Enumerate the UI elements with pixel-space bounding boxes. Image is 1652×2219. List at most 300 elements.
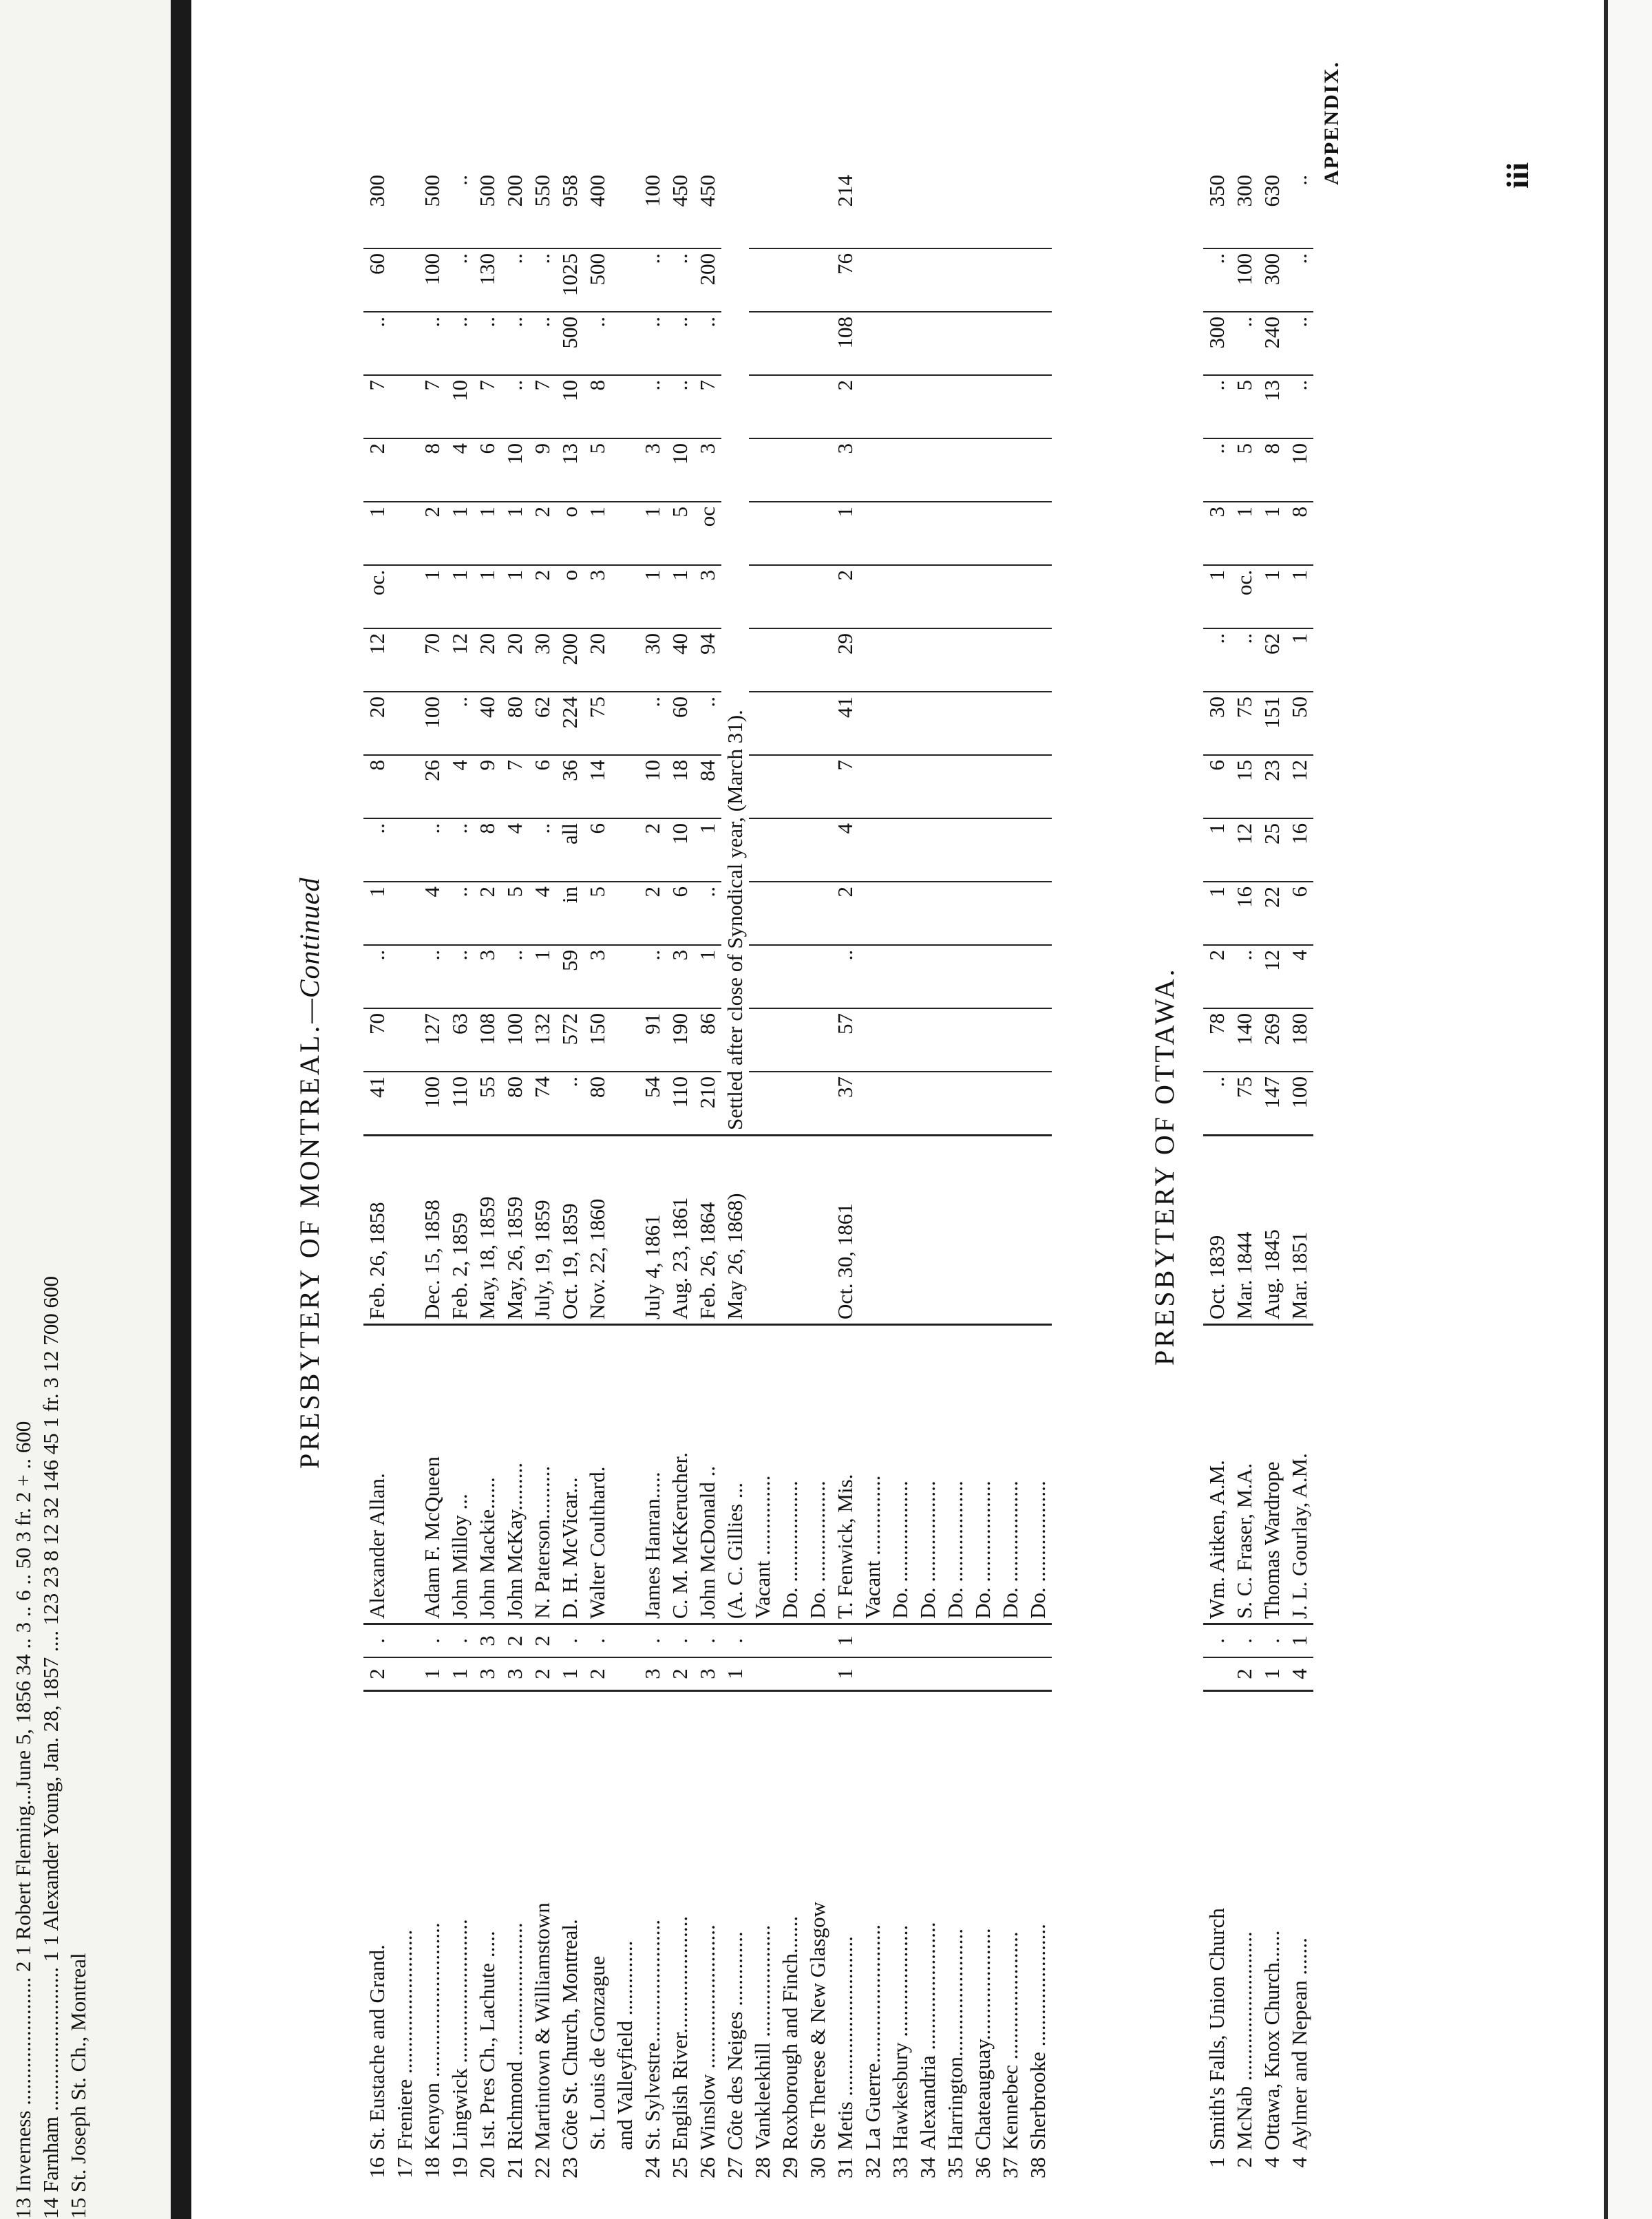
- minister-name: D. H. McVicar...: [556, 1325, 584, 1624]
- congregation-name: Harrington........................: [942, 1691, 969, 2155]
- elders-count: [859, 1624, 887, 1658]
- statistic-cell: [859, 565, 887, 628]
- statistic-cell: 59: [556, 945, 584, 1008]
- sessions-count: 2: [1231, 1657, 1258, 1691]
- statistic-cell: 5: [1231, 375, 1258, 438]
- statistic-cell: [969, 692, 997, 755]
- minister-name: C. M. McKerucher.: [666, 1325, 694, 1624]
- statistic-cell: 7: [419, 375, 446, 438]
- statistic-cell: o: [556, 565, 584, 628]
- statistic-cell: 1: [363, 882, 391, 945]
- statistic-cell: [804, 692, 832, 755]
- statistic-cell: [1024, 171, 1052, 248]
- statistic-cell: [859, 628, 887, 692]
- statistic-cell: 36: [556, 755, 584, 818]
- statistic-cell: [859, 692, 887, 755]
- sessions-count: 2: [584, 1657, 611, 1691]
- table-row: [997, 171, 1024, 2191]
- table-row: [584, 171, 611, 2191]
- congregation-name: and Valleyfield ..............: [611, 1691, 639, 2155]
- statistic-cell: [887, 945, 914, 1008]
- row-number: 2: [1232, 2157, 1256, 2168]
- statistic-cell: [914, 1008, 942, 1072]
- statistic-cell: [776, 1072, 804, 1136]
- statistic-cell: [942, 565, 969, 628]
- statistic-cell: 4: [529, 882, 556, 945]
- statistic-cell: 132: [529, 1008, 556, 1072]
- row-number: 19: [447, 2157, 472, 2178]
- minister-name: Vacant ...............: [859, 1325, 887, 1624]
- statistic-cell: 6: [474, 438, 501, 502]
- statistic-cell: [776, 375, 804, 438]
- statistic-cell: [776, 171, 804, 248]
- row-number: 22: [530, 2157, 554, 2178]
- statistic-cell: 1: [584, 502, 611, 565]
- statistic-cell: 16: [1231, 882, 1258, 945]
- statistic-cell: [391, 248, 419, 312]
- statistic-cell: 3: [584, 945, 611, 1008]
- statistic-cell: [611, 818, 639, 882]
- statistic-cell: 55: [474, 1072, 501, 1136]
- continued-label: —Continued: [294, 877, 325, 1023]
- statistic-cell: 1: [1286, 565, 1313, 628]
- statistic-cell: 7: [529, 375, 556, 438]
- statistic-cell: [942, 1008, 969, 1072]
- induction-date: [749, 1136, 776, 1325]
- statistic-cell: ..: [363, 312, 391, 375]
- statistic-cell: [611, 692, 639, 755]
- statistic-cell: [611, 628, 639, 692]
- row-number: 37: [998, 2157, 1022, 2178]
- statistic-cell: [1024, 565, 1052, 628]
- statistic-cell: 60: [666, 692, 694, 755]
- statistic-cell: ..: [1203, 248, 1231, 312]
- statistic-cell: [914, 312, 942, 375]
- congregation-name: Metis ..............................: [832, 1691, 859, 2155]
- statistic-cell: 100: [419, 1072, 446, 1136]
- congregation-name: St. Eustache and Grand.: [363, 1691, 391, 2155]
- statistic-cell: [776, 502, 804, 565]
- statistic-cell: oc: [694, 502, 721, 565]
- statistic-cell: 78: [1203, 1008, 1231, 1072]
- congregation-name: St. Sylvestre.......................: [639, 1691, 666, 2155]
- statistic-cell: 94: [694, 628, 721, 692]
- induction-date: Mar. 1844: [1231, 1136, 1258, 1325]
- statistic-cell: 130: [474, 248, 501, 312]
- statistic-cell: 30: [639, 628, 666, 692]
- induction-date: [804, 1136, 832, 1325]
- statistic-cell: [1024, 375, 1052, 438]
- statistic-cell: 2: [529, 502, 556, 565]
- statistic-cell: [887, 438, 914, 502]
- statistic-cell: 86: [694, 1008, 721, 1072]
- statistic-cell: [887, 692, 914, 755]
- statistic-cell: 5: [666, 502, 694, 565]
- statistic-cell: [859, 945, 887, 1008]
- statistic-cell: [611, 248, 639, 312]
- statistic-cell: ..: [1231, 945, 1258, 1008]
- row-number: 24: [640, 2157, 664, 2178]
- statistic-cell: [887, 818, 914, 882]
- statistic-cell: 1: [694, 818, 721, 882]
- statistic-cell: [914, 818, 942, 882]
- statistic-cell: 1: [639, 502, 666, 565]
- elders-count: [611, 1624, 639, 1658]
- congregation-name: McNab ............................: [1231, 1691, 1258, 2155]
- statistic-cell: 8: [1258, 438, 1286, 502]
- table-row: [556, 171, 584, 2191]
- statistic-cell: ..: [1203, 438, 1231, 502]
- table-row: [914, 171, 942, 2191]
- statistic-cell: ..: [419, 818, 446, 882]
- statistic-cell: [804, 438, 832, 502]
- statistic-cell: 57: [832, 1008, 859, 1072]
- running-head: APPENDIX.: [1320, 61, 1343, 185]
- induction-date: May, 18, 1859: [474, 1136, 501, 1325]
- congregation-name: Smith's Falls, Union Church: [1203, 1691, 1231, 2155]
- statistic-cell: 8: [419, 438, 446, 502]
- statistic-cell: [859, 755, 887, 818]
- statistic-cell: [942, 312, 969, 375]
- table-row: [694, 171, 721, 2191]
- statistic-cell: 10: [666, 818, 694, 882]
- statistic-cell: 108: [832, 312, 859, 375]
- induction-date: Feb. 2, 1859: [446, 1136, 474, 1325]
- elders-count: [749, 1624, 776, 1658]
- statistic-cell: 5: [501, 882, 529, 945]
- statistic-cell: ..: [1286, 375, 1313, 438]
- table-row: [887, 171, 914, 2191]
- elders-count: .: [694, 1624, 721, 1658]
- congregation-name: Alexandria ........................: [914, 1691, 942, 2155]
- statistic-cell: 550: [530, 175, 554, 207]
- statistic-cell: [749, 438, 776, 502]
- statistic-cell: 110: [446, 1072, 474, 1136]
- statistic-cell: 91: [639, 1008, 666, 1072]
- statistic-cell: 10: [1286, 438, 1313, 502]
- statistic-cell: ..: [639, 375, 666, 438]
- table-row: [639, 171, 666, 2191]
- minister-name: J. L. Gourlay, A.M.: [1286, 1325, 1313, 1624]
- statistic-cell: 127: [419, 1008, 446, 1072]
- congregation-name: Vankleekhill .....................: [749, 1691, 776, 2155]
- statistic-cell: 14: [584, 755, 611, 818]
- induction-date: May 26, 1868): [721, 1136, 749, 1325]
- statistic-cell: [1024, 882, 1052, 945]
- statistic-cell: ..: [694, 692, 721, 755]
- statistic-cell: 2: [639, 818, 666, 882]
- statistic-cell: [969, 502, 997, 565]
- page-edge: [1604, 0, 1652, 2219]
- induction-date: Dec. 15, 1858: [419, 1136, 446, 1325]
- statistic-cell: [611, 755, 639, 818]
- induction-date: [887, 1136, 914, 1325]
- statistic-cell: 70: [419, 628, 446, 692]
- statistic-cell: [942, 692, 969, 755]
- statistic-cell: [749, 945, 776, 1008]
- table-row: [1258, 171, 1286, 2191]
- statistic-cell: 2: [363, 438, 391, 502]
- statistic-cell: 12: [1231, 818, 1258, 882]
- statistic-cell: 1: [1203, 818, 1231, 882]
- statistic-cell: 10: [639, 755, 666, 818]
- statistic-cell: 30: [529, 628, 556, 692]
- table-row: [859, 171, 887, 2191]
- induction-date: Feb. 26, 1858: [363, 1136, 391, 1325]
- sessions-count: [804, 1657, 832, 1691]
- statistic-cell: 300: [1203, 312, 1231, 375]
- statistic-cell: [914, 945, 942, 1008]
- statistic-cell: 5: [1231, 438, 1258, 502]
- row-number: 20: [475, 2157, 499, 2178]
- statistic-cell: ..: [1203, 628, 1231, 692]
- induction-date: Nov. 22, 1860: [584, 1136, 611, 1325]
- statistic-cell: 400: [585, 175, 609, 207]
- statistic-cell: ..: [501, 248, 529, 312]
- statistic-cell: 10: [501, 438, 529, 502]
- statistic-cell: [969, 1072, 997, 1136]
- statistic-cell: 3: [584, 565, 611, 628]
- induction-date: Oct. 30, 1861: [832, 1136, 859, 1325]
- statistic-cell: [859, 438, 887, 502]
- facing-page-row: 13 Inverness ........................ 2 1 Robert Fleming...June 5, 1856 34 .. 3 .. 6 .. 50 3 fr. 2 + .. 600: [11, 1421, 35, 2219]
- sessions-count: 1: [832, 1657, 859, 1691]
- elders-count: [804, 1624, 832, 1658]
- statistic-cell: [1024, 628, 1052, 692]
- sessions-count: 3: [501, 1657, 529, 1691]
- statistic-cell: ..: [363, 818, 391, 882]
- statistic-cell: [997, 692, 1024, 755]
- statistic-cell: ..: [446, 692, 474, 755]
- statistic-cell: [942, 1072, 969, 1136]
- statistic-cell: [859, 248, 887, 312]
- row-number: 32: [860, 2157, 885, 2178]
- statistic-cell: [969, 375, 997, 438]
- statistic-cell: ..: [474, 312, 501, 375]
- statistic-cell: [887, 502, 914, 565]
- statistic-cell: 1: [501, 502, 529, 565]
- row-number: 25: [668, 2157, 692, 2178]
- statistic-cell: [887, 755, 914, 818]
- statistic-cell: [859, 375, 887, 438]
- statistic-cell: 8: [474, 818, 501, 882]
- statistic-cell: 2: [529, 565, 556, 628]
- statistic-cell: 20: [363, 692, 391, 755]
- statistic-cell: [776, 248, 804, 312]
- statistic-cell: [942, 502, 969, 565]
- statistic-cell: [969, 628, 997, 692]
- statistic-cell: 74: [529, 1072, 556, 1136]
- elders-count: .: [721, 1624, 749, 1658]
- statistic-cell: 151: [1258, 692, 1286, 755]
- statistic-cell: [969, 1008, 997, 1072]
- statistic-cell: oc.: [363, 565, 391, 628]
- statistic-cell: 6: [1286, 882, 1313, 945]
- statistic-cell: 300: [1258, 248, 1286, 312]
- statistic-cell: 3: [639, 438, 666, 502]
- statistic-cell: [942, 438, 969, 502]
- statistic-cell: [391, 818, 419, 882]
- statistic-cell: 200: [502, 175, 527, 207]
- statistic-cell: ..: [1203, 375, 1231, 438]
- induction-date: [776, 1136, 804, 1325]
- page-folio: iii: [1500, 162, 1535, 189]
- statistic-cell: 214: [833, 175, 857, 207]
- statistic-cell: 62: [529, 692, 556, 755]
- statistic-cell: [749, 1008, 776, 1072]
- elders-count: [942, 1624, 969, 1658]
- row-number: 33: [888, 2157, 912, 2178]
- statistic-cell: [776, 312, 804, 375]
- induction-date: May, 26, 1859: [501, 1136, 529, 1325]
- elders-count: .: [584, 1624, 611, 1658]
- elders-count: [914, 1624, 942, 1658]
- statistic-cell: [391, 755, 419, 818]
- statistic-cell: 10: [556, 375, 584, 438]
- statistic-cell: 9: [529, 438, 556, 502]
- statistic-cell: 7: [501, 755, 529, 818]
- statistic-cell: ..: [446, 882, 474, 945]
- statistic-cell: 269: [1258, 1008, 1286, 1072]
- statistic-cell: 20: [501, 628, 529, 692]
- statistic-cell: 13: [1258, 375, 1286, 438]
- statistic-cell: [914, 755, 942, 818]
- statistic-cell: ..: [1287, 175, 1311, 186]
- statistic-cell: 1: [1231, 502, 1258, 565]
- statistic-cell: [969, 312, 997, 375]
- statistic-cell: [611, 882, 639, 945]
- statistic-cell: 75: [1231, 1072, 1258, 1136]
- row-number: 31: [833, 2157, 857, 2178]
- statistic-cell: [611, 312, 639, 375]
- statistic-cell: in: [556, 882, 584, 945]
- statistic-cell: ..: [501, 375, 529, 438]
- induction-date: July 4, 1861: [639, 1136, 666, 1325]
- minister-name: S. C. Fraser, M.A.: [1231, 1325, 1258, 1624]
- statistic-cell: [1024, 818, 1052, 882]
- statistic-cell: [749, 171, 776, 248]
- elders-count: [776, 1624, 804, 1658]
- elders-count: [997, 1624, 1024, 1658]
- congregation-name: St. Louis de Gonzague: [584, 1691, 611, 2155]
- minister-name: John Mackie......: [474, 1325, 501, 1624]
- statistic-cell: [914, 565, 942, 628]
- statistic-cell: [914, 438, 942, 502]
- statistic-cell: 40: [474, 692, 501, 755]
- row-number: 4: [1287, 2157, 1311, 2168]
- statistic-cell: ..: [419, 312, 446, 375]
- minister-name: James Hanran.....: [639, 1325, 666, 1624]
- statistic-cell: [749, 882, 776, 945]
- minister-name: Do. ...................: [997, 1325, 1024, 1624]
- statistic-cell: ..: [1286, 248, 1313, 312]
- table-row: [391, 171, 419, 2191]
- statistic-cell: 3: [694, 565, 721, 628]
- statistic-cell: [776, 818, 804, 882]
- congregation-name: Freniere ...........................: [391, 1691, 419, 2155]
- statistic-cell: ..: [501, 312, 529, 375]
- elders-count: 1: [1286, 1624, 1313, 1658]
- minister-name: Do. ...................: [887, 1325, 914, 1624]
- elders-count: 3: [474, 1624, 501, 1658]
- statistic-cell: [914, 171, 942, 248]
- statistic-cell: ..: [363, 945, 391, 1008]
- statistic-cell: ..: [639, 312, 666, 375]
- statistic-cell: 1: [474, 565, 501, 628]
- statistic-cell: 63: [446, 1008, 474, 1072]
- statistic-cell: [391, 502, 419, 565]
- statistic-cell: [804, 375, 832, 438]
- minister-name: Thomas Wardrope: [1258, 1325, 1286, 1624]
- statistic-cell: ..: [501, 945, 529, 1008]
- statistic-cell: [776, 565, 804, 628]
- statistic-cell: [391, 1008, 419, 1072]
- statistic-cell: 1: [1258, 565, 1286, 628]
- statistic-cell: 20: [584, 628, 611, 692]
- sessions-count: 1: [446, 1657, 474, 1691]
- statistic-cell: 1: [1258, 502, 1286, 565]
- row-number: [584, 2154, 611, 2191]
- statistic-cell: 70: [363, 1008, 391, 1072]
- statistic-cell: 140: [1231, 1008, 1258, 1072]
- elders-count: .: [1203, 1624, 1231, 1658]
- statistic-cell: [749, 375, 776, 438]
- table-row: [1024, 171, 1052, 2191]
- statistic-cell: 190: [666, 1008, 694, 1072]
- elders-count: [887, 1624, 914, 1658]
- row-number: 35: [943, 2157, 967, 2178]
- table-row: [969, 171, 997, 2191]
- statistic-cell: [969, 818, 997, 882]
- table-row: [363, 171, 391, 2191]
- table-row: [942, 171, 969, 2191]
- presbytery-ottawa-heading: PRESBYTERY OF OTTAWA.: [1149, 966, 1180, 1366]
- statistic-cell: [391, 565, 419, 628]
- statistic-cell: [969, 565, 997, 628]
- minister-name: Do. ...................: [969, 1325, 997, 1624]
- table-row: [776, 171, 804, 2191]
- induction-date: [914, 1136, 942, 1325]
- statistic-cell: all: [556, 818, 584, 882]
- statistic-cell: [391, 312, 419, 375]
- statistic-cell: 41: [832, 692, 859, 755]
- statistic-cell: [611, 438, 639, 502]
- statistic-cell: [749, 248, 776, 312]
- statistic-cell: 958: [558, 175, 582, 207]
- table-row: [749, 171, 776, 2191]
- statistic-cell: 200: [556, 628, 584, 692]
- statistic-cell: [1024, 312, 1052, 375]
- statistic-cell: [859, 1072, 887, 1136]
- statistic-cell: [914, 882, 942, 945]
- statistic-cell: [997, 755, 1024, 818]
- statistic-cell: 500: [475, 175, 499, 207]
- statistic-cell: 41: [363, 1072, 391, 1136]
- statistic-cell: 75: [584, 692, 611, 755]
- table-row: [529, 171, 556, 2191]
- statistic-cell: [969, 248, 997, 312]
- facing-page-text: [10, 1276, 92, 2219]
- statistic-cell: [942, 945, 969, 1008]
- table-row: [721, 171, 749, 2191]
- statistic-cell: 500: [556, 312, 584, 375]
- statistic-cell: 7: [363, 375, 391, 438]
- statistic-cell: 147: [1258, 1072, 1286, 1136]
- statistic-cell: 630: [1260, 175, 1284, 207]
- statistic-cell: [969, 171, 997, 248]
- statistic-cell: [776, 438, 804, 502]
- statistic-cell: [804, 502, 832, 565]
